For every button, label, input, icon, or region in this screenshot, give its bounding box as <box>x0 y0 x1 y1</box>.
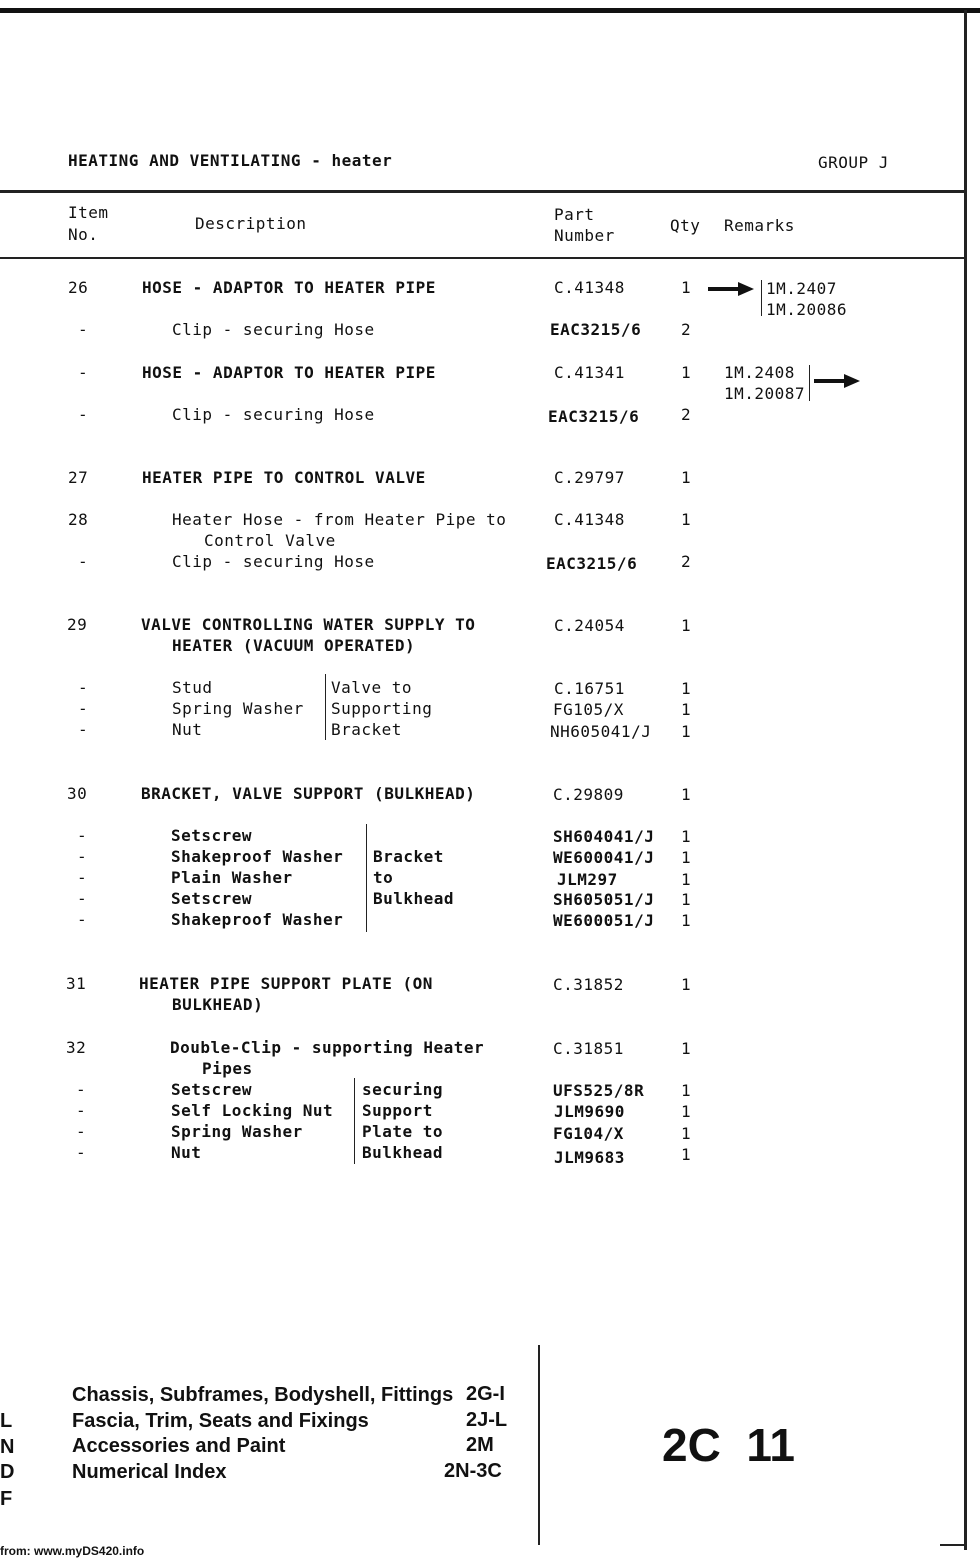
bracket-note: Bracket <box>331 720 402 739</box>
quantity: 1 <box>681 1145 692 1164</box>
item-no: - <box>77 847 88 866</box>
section-link-ref: 2N-3C <box>444 1460 502 1482</box>
part-number: JLM9690 <box>554 1102 625 1121</box>
item-description: Shakeproof Washer <box>171 847 344 866</box>
item-no: - <box>77 826 88 845</box>
source-credit: from: www.myDS420.info <box>0 1544 145 1558</box>
item-description: BRACKET, VALVE SUPPORT (BULKHEAD) <box>141 784 476 803</box>
quantity: 1 <box>681 975 692 994</box>
item-description: Stud <box>172 678 213 697</box>
quantity: 1 <box>681 679 692 698</box>
remarks-divider <box>809 365 810 401</box>
bracket-note: to <box>373 868 394 887</box>
item-description-cont: Pipes <box>202 1059 253 1078</box>
bracket-note: Supporting <box>331 699 433 718</box>
part-number: NH605041/J <box>550 722 652 741</box>
item-description: Setscrew <box>171 826 253 845</box>
col-item-line2: No. <box>68 225 99 244</box>
part-number: EAC3215/6 <box>546 554 638 573</box>
part-number: C.41348 <box>554 510 625 529</box>
quantity: 1 <box>681 468 692 487</box>
section-link-label: Chassis, Subframes, Bodyshell, Fittings <box>72 1384 454 1406</box>
quantity: 1 <box>681 1102 692 1121</box>
footer-corner <box>940 1544 966 1546</box>
remark-serial-from: 1M.2407 <box>766 279 837 298</box>
index-tab: N <box>0 1436 15 1458</box>
scan-top-edge <box>0 8 980 13</box>
item-no: - <box>77 868 88 887</box>
item-description: Setscrew <box>171 1080 253 1099</box>
item-description-cont: Control Valve <box>204 531 336 550</box>
quantity: 1 <box>681 510 692 529</box>
part-number: FG105/X <box>553 700 624 719</box>
bracket-note: Bracket <box>373 847 444 866</box>
quantity: 1 <box>681 1124 692 1143</box>
item-description: Spring Washer <box>172 699 304 718</box>
bracket-divider <box>366 824 367 932</box>
item-description: Shakeproof Washer <box>171 910 344 929</box>
item-no: - <box>76 1122 87 1141</box>
part-number: EAC3215/6 <box>550 320 642 339</box>
item-description-cont: BULKHEAD) <box>172 995 264 1014</box>
part-number: UFS525/8R <box>553 1081 645 1100</box>
part-number: JLM9683 <box>554 1148 625 1167</box>
quantity: 1 <box>681 890 692 909</box>
part-number: SH604041/J <box>553 827 655 846</box>
section-link-label: Numerical Index <box>72 1461 227 1483</box>
part-number: C.41348 <box>554 278 625 297</box>
quantity: 1 <box>681 911 692 930</box>
bracket-note: Plate to <box>362 1122 444 1141</box>
quantity: 1 <box>681 827 692 846</box>
remark-serial-from: 1M.2408 <box>724 363 795 382</box>
quantity: 1 <box>681 870 692 889</box>
part-number: C.24054 <box>554 616 625 635</box>
bracket-divider <box>325 674 326 740</box>
arrow-right-icon <box>814 374 860 388</box>
quantity: 1 <box>681 616 692 635</box>
bracket-divider <box>354 1078 355 1164</box>
remark-serial-to: 1M.20086 <box>766 300 848 319</box>
item-no: - <box>78 320 89 339</box>
part-number: EAC3215/6 <box>548 407 640 426</box>
arrow-right-icon <box>708 282 754 296</box>
bracket-note: Bulkhead <box>373 889 455 908</box>
bracket-note: Bulkhead <box>362 1143 444 1162</box>
footer-divider <box>538 1345 540 1545</box>
item-description: VALVE CONTROLLING WATER SUPPLY TO <box>141 615 476 634</box>
item-no: - <box>76 1101 87 1120</box>
item-description: HOSE - ADAPTOR TO HEATER PIPE <box>142 363 436 382</box>
quantity: 2 <box>681 552 692 571</box>
part-number: C.29797 <box>554 468 625 487</box>
item-description: Nut <box>171 1143 202 1162</box>
item-no: - <box>78 699 89 718</box>
bracket-note: Support <box>362 1101 433 1120</box>
part-number: C.31852 <box>553 975 624 994</box>
item-no: - <box>78 363 89 382</box>
remarks-divider <box>761 280 762 316</box>
page-title: HEATING AND VENTILATING - heater <box>68 151 393 170</box>
bracket-note: Valve to <box>331 678 413 697</box>
col-part-line1: Part <box>554 205 595 224</box>
quantity: 2 <box>681 320 692 339</box>
item-no: - <box>77 889 88 908</box>
col-description: Description <box>195 214 307 233</box>
scan-right-edge <box>964 10 967 1550</box>
item-no: 27 <box>68 468 89 487</box>
item-no: 30 <box>67 784 88 803</box>
item-description: HOSE - ADAPTOR TO HEATER PIPE <box>142 278 436 297</box>
item-description: Heater Hose - from Heater Pipe to <box>172 510 507 529</box>
col-remarks: Remarks <box>724 216 795 235</box>
quantity: 2 <box>681 405 692 424</box>
part-number: C.41341 <box>554 363 625 382</box>
col-part-line2: Number <box>554 226 615 245</box>
item-no: 29 <box>67 615 88 634</box>
remark-serial-to: 1M.20087 <box>724 384 806 403</box>
part-number: C.29809 <box>553 785 624 804</box>
item-description: Double-Clip - supporting Heater <box>170 1038 485 1057</box>
item-description: Self Locking Nut <box>171 1101 334 1120</box>
index-tab: D <box>0 1461 15 1483</box>
index-tab: F <box>0 1488 13 1510</box>
item-no: - <box>77 910 88 929</box>
item-no: - <box>78 405 89 424</box>
item-no: - <box>76 1080 87 1099</box>
item-no: 32 <box>66 1038 87 1057</box>
section-link-ref: 2J-L <box>466 1409 508 1431</box>
quantity: 1 <box>681 700 692 719</box>
item-description: Clip - securing Hose <box>172 405 375 424</box>
item-description: Plain Washer <box>171 868 293 887</box>
section-link-ref: 2G-I <box>466 1383 505 1405</box>
part-number: SH605051/J <box>553 890 655 909</box>
group-label: GROUP J <box>818 153 889 172</box>
item-description: HEATER PIPE TO CONTROL VALVE <box>142 468 426 487</box>
header-bottom-rule <box>0 257 966 259</box>
item-no: - <box>78 678 89 697</box>
bracket-note: securing <box>362 1080 444 1099</box>
section-link-ref: 2M <box>466 1434 494 1456</box>
quantity: 1 <box>681 722 692 741</box>
quantity: 1 <box>681 1081 692 1100</box>
page-number: 2C 11 <box>662 1419 795 1471</box>
item-no: 31 <box>66 974 87 993</box>
col-qty: Qty <box>670 216 701 235</box>
item-description: Clip - securing Hose <box>172 552 375 571</box>
item-description-cont: HEATER (VACUUM OPERATED) <box>172 636 416 655</box>
section-link-label: Accessories and Paint <box>72 1435 286 1457</box>
part-number: JLM297 <box>557 870 618 889</box>
part-number: FG104/X <box>553 1124 624 1143</box>
header-top-rule <box>0 190 966 193</box>
item-description: Spring Washer <box>171 1122 303 1141</box>
part-number: WE600041/J <box>553 848 655 867</box>
item-no: - <box>76 1143 87 1162</box>
part-number: C.16751 <box>554 679 625 698</box>
col-item-line1: Item <box>68 203 109 222</box>
item-description: Setscrew <box>171 889 253 908</box>
quantity: 1 <box>681 278 692 297</box>
quantity: 1 <box>681 1039 692 1058</box>
item-description: Nut <box>172 720 203 739</box>
item-description: Clip - securing Hose <box>172 320 375 339</box>
item-no: - <box>78 720 89 739</box>
item-description: HEATER PIPE SUPPORT PLATE (ON <box>139 974 433 993</box>
quantity: 1 <box>681 848 692 867</box>
quantity: 1 <box>681 785 692 804</box>
part-number: C.31851 <box>553 1039 624 1058</box>
item-no: 26 <box>68 278 89 297</box>
index-tab: L <box>0 1410 13 1432</box>
quantity: 1 <box>681 363 692 382</box>
item-no: - <box>78 552 89 571</box>
section-link-label: Fascia, Trim, Seats and Fixings <box>72 1410 369 1432</box>
item-no: 28 <box>68 510 89 529</box>
part-number: WE600051/J <box>553 911 655 930</box>
